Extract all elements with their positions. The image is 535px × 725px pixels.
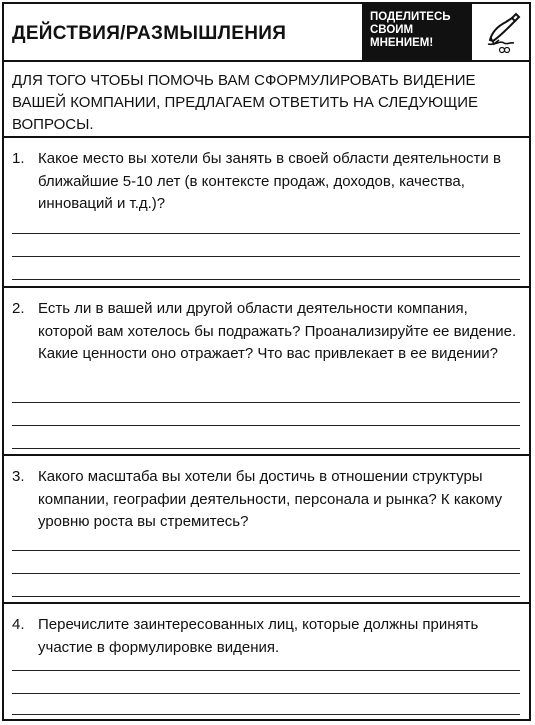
answer-line[interactable] <box>12 425 520 426</box>
question-4 <box>12 614 522 659</box>
question-number: 3. <box>12 468 25 485</box>
question-block-2 <box>4 288 529 456</box>
question-text: Есть ли в вашей или другой области деятельности компания, которой вам хотелось бы подражать? Проанализируйте ее видение. Какие ценности оно отражает? Что вас привлекает в ее видении? <box>38 300 517 362</box>
answer-line[interactable] <box>12 402 520 403</box>
question-number: 2. <box>12 300 25 317</box>
badge-line-3: МНЕНИЕМ! <box>370 37 434 49</box>
intro-text: ДЛЯ ТОГО ЧТОБЫ ПОМОЧЬ ВАМ СФОРМУЛИРОВАТЬ ВИДЕНИЕ ВАШЕЙ КОМПАНИИ, ПРЕДЛАГАЕМ ОТВЕТИТЬ НА СЛЕДУЮЩИЕ ВОПРОСЫ. <box>4 62 529 138</box>
badge-line-1: ПОДЕЛИТЕСЬ <box>370 11 451 23</box>
question-number: 4. <box>12 616 25 633</box>
answer-line[interactable] <box>12 256 520 257</box>
answer-line[interactable] <box>12 670 520 671</box>
page-title: ДЕЙСТВИЯ/РАЗМЫШЛЕНИЯ <box>12 23 287 44</box>
pen-writing-icon <box>482 10 522 54</box>
answer-line[interactable] <box>12 693 520 694</box>
question-text: Какое место вы хотели бы занять в своей области деятельности в ближайшие 5-10 лет (в контексте продаж, доходов, качества, инноваций и т.д.)? <box>38 150 501 212</box>
answer-line[interactable] <box>12 233 520 234</box>
question-text: Какого масштаба вы хотели бы достичь в отношении структуры компании, географии деятельности, персонала и рынка? К какому уровню роста вы стремитесь? <box>38 468 503 530</box>
question-block-4 <box>4 604 529 721</box>
answer-line[interactable] <box>12 714 520 715</box>
question-block-1 <box>4 138 529 288</box>
worksheet <box>2 2 531 721</box>
share-opinion-badge <box>362 4 472 60</box>
badge-line-2: СВОИМ <box>370 24 414 36</box>
question-2 <box>12 298 522 366</box>
question-text: Перечислите заинтересованных лиц, которые должны принять участие в формулировке видения. <box>38 616 479 656</box>
question-number: 1. <box>12 150 25 167</box>
answer-line[interactable] <box>12 448 520 449</box>
question-1 <box>12 148 522 216</box>
answer-line[interactable] <box>12 279 520 280</box>
question-3 <box>12 466 522 534</box>
answer-line[interactable] <box>12 596 520 597</box>
worksheet-header <box>4 4 529 62</box>
answer-line[interactable] <box>12 573 520 574</box>
question-block-3 <box>4 456 529 604</box>
answer-line[interactable] <box>12 550 520 551</box>
